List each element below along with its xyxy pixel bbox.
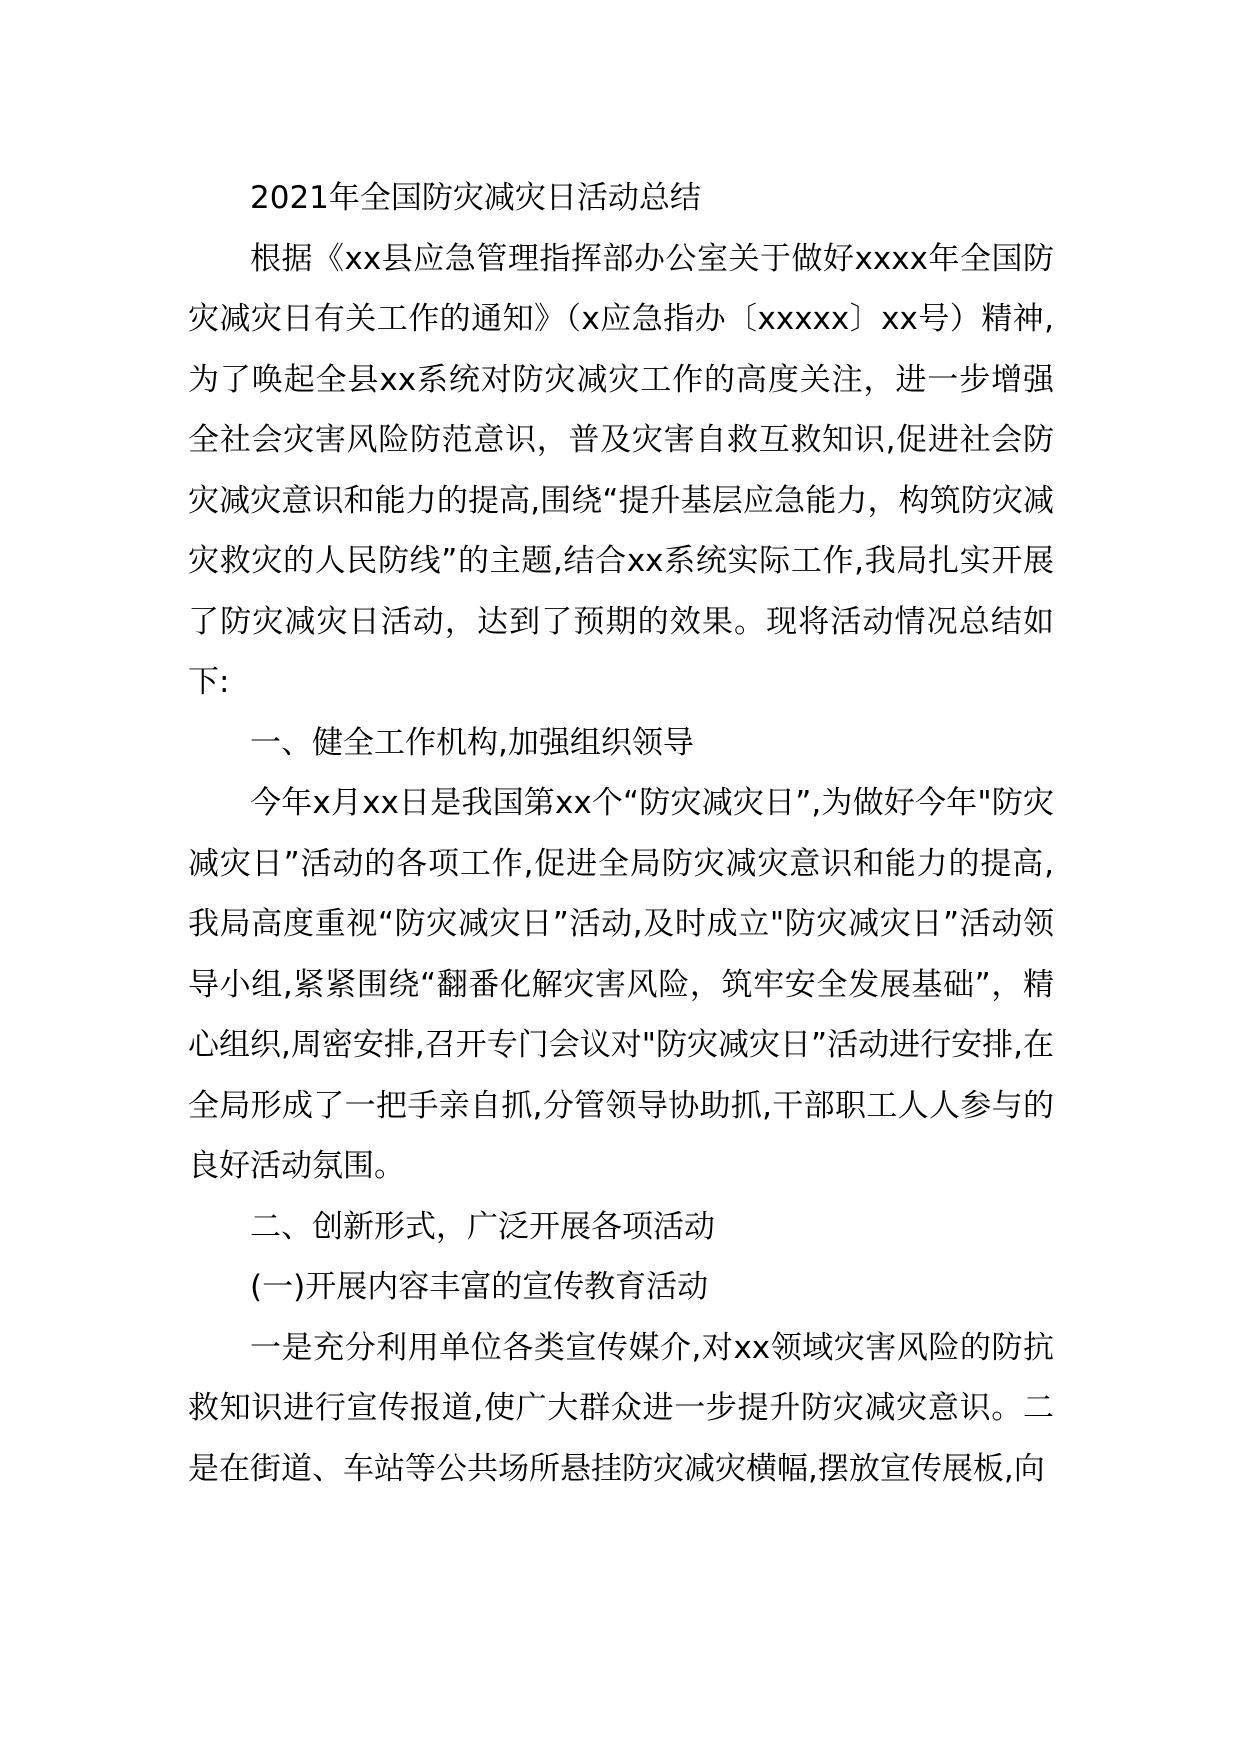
section-heading-1: 一、健全工作机构,加强组织领导	[250, 724, 694, 761]
subsection-heading-1: (一)开展内容丰富的宣传教育活动	[250, 1269, 709, 1305]
document-body	[188, 168, 1054, 1499]
paragraph-subsection-1: 一是充分利用单位各类宣传媒介,对xx领域灾害风险的防抗救知识进行宣传报道,使广大群众进一步提升防灾减灾意识。二是在街道、车站等公共场所悬挂防灾减灾横幅,摆放宣传展板,向	[188, 1329, 1054, 1487]
section-heading-2: 二、创新形式，广泛开展各项活动	[250, 1208, 715, 1245]
paragraph-intro: 根据《xx县应急管理指挥部办公室关于做好xxxx年全国防灾减灾日有关工作的通知》（x应急指办〔xxxxx〕xx号）精神,为了唤起全县xx系统对防灾减灾工作的高度关注，进一步增强全社会灾害风险防范意识，普及灾害自救互救知识,促进社会防灾减灾意识和能力的提高,围绕“提升基层应急能力，构筑防灾减灾救灾的人民防线”的主题,结合xx系统实际工作,我局扎实开展了防灾减灾日活动，达到了预期的效果。现将活动情况总结如下:	[188, 240, 1054, 700]
paragraph-section-1: 今年x月xx日是我国第xx个“防灾减灾日”,为做好今年"防灾减灾日”活动的各项工作,促进全局防灾减灾意识和能力的提高,我局高度重视“防灾减灾日”活动,及时成立"防灾减灾日”活动领导小组,紧紧围绕“翻番化解灾害风险，筑牢安全发展基础”，精心组织,周密安排,召开专门会议对"防灾减灾日”活动进行安排,在全局形成了一把手亲自抓,分管领导协助抓,干部职工人人参与的良好活动氛围。	[188, 785, 1054, 1184]
document-title: 2021年全国防灾减灾日活动总结	[250, 180, 701, 216]
